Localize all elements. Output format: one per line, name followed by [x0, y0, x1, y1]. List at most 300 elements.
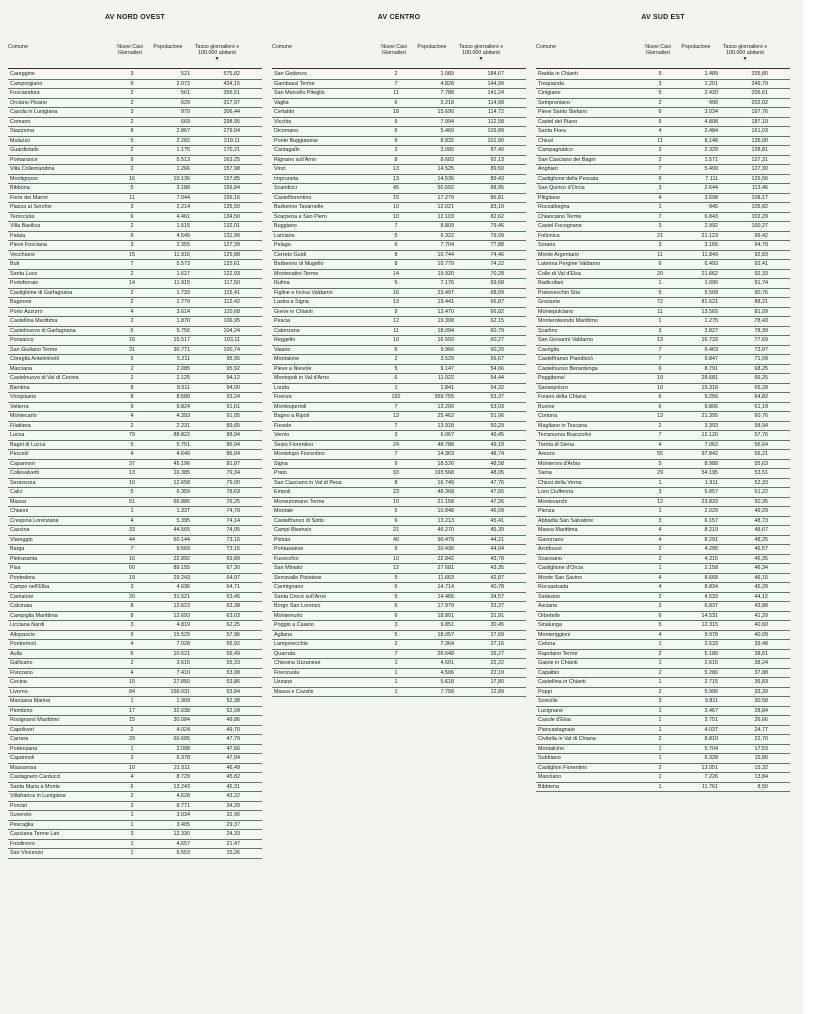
cell-nuovi-casi: 1	[658, 717, 662, 723]
cell-comune: Capannoli	[10, 755, 35, 761]
cell-nuovi-casi: 5	[130, 489, 134, 495]
cell-comune: Montemurlo	[274, 612, 303, 619]
table-row	[8, 602, 262, 612]
header-tasso[interactable]	[720, 44, 770, 68]
cell-popolazione: 11.761	[701, 783, 718, 790]
cell-popolazione: 629	[181, 99, 190, 106]
cell-nuovi-casi: 15	[129, 251, 135, 258]
cell-comune: San Marcello Piteglio	[274, 90, 325, 96]
cell-nuovi-casi: 13	[393, 413, 399, 419]
cell-nuovi-casi: 11	[657, 137, 663, 144]
table-row	[536, 431, 790, 441]
cell-tasso: 47,26	[490, 498, 504, 505]
cell-popolazione: 27.681	[437, 565, 454, 571]
cell-tasso: 157,85	[223, 175, 240, 182]
cell-nuovi-casi: 7	[394, 650, 398, 657]
cell-popolazione: 5.513	[176, 156, 190, 163]
cell-tasso: 79,34	[226, 470, 240, 476]
cell-tasso: 47,04	[226, 755, 240, 761]
cell-nuovi-casi: 3	[658, 517, 662, 524]
cell-comune: Monteroteondo Marittimo	[538, 318, 598, 324]
cell-tasso: 70,28	[490, 270, 504, 277]
cell-tasso: 58,94	[754, 422, 768, 429]
cell-popolazione: 7.044	[176, 194, 190, 201]
cell-comune: Reggello	[274, 337, 296, 343]
cell-nuovi-casi: 14	[129, 280, 135, 286]
cell-comune: Prato	[274, 470, 287, 476]
cell-popolazione: 1.870	[176, 318, 190, 324]
cell-comune: Bagnone	[10, 299, 32, 305]
cell-comune: Calenzano	[274, 327, 300, 334]
cell-nuovi-casi: 1	[658, 726, 662, 733]
cell-tasso: 71,09	[754, 356, 768, 362]
cell-comune: Montaione	[274, 356, 300, 362]
cell-popolazione: 17.279	[437, 194, 454, 201]
table-row	[272, 270, 526, 280]
cell-popolazione: 29.243	[173, 574, 190, 581]
sort-descending-icon[interactable]: ▼	[742, 56, 748, 62]
table-row	[536, 460, 790, 470]
cell-nuovi-casi: 6	[130, 232, 134, 239]
cell-comune: Livorno	[10, 688, 28, 695]
cell-tasso: 64,82	[754, 394, 768, 400]
header-popolazione[interactable]	[408, 44, 456, 68]
cell-comune: Rignano sull'Arno	[274, 156, 317, 163]
table-row	[272, 431, 526, 441]
cell-nuovi-casi: 93	[393, 470, 399, 476]
cell-nuovi-casi: 3	[658, 603, 662, 609]
table-av-sud-est	[536, 12, 790, 1014]
cell-popolazione: 44.565	[173, 527, 190, 533]
cell-comune: Sovicille	[538, 698, 558, 704]
cell-tasso: 74,46	[490, 251, 504, 258]
cell-nuovi-casi: 1	[658, 280, 662, 286]
cell-popolazione: 8.668	[704, 574, 718, 581]
cell-tasso: 47,55	[490, 489, 504, 495]
cell-comune: Castel Focognano	[538, 223, 582, 229]
cell-comune: Gallicano	[10, 660, 33, 666]
table-row	[536, 355, 790, 365]
cell-popolazione: 17.979	[437, 603, 454, 609]
cell-nuovi-casi: 3	[130, 755, 134, 761]
cell-nuovi-casi: 4	[658, 574, 662, 581]
cell-tasso: 60,79	[490, 327, 504, 334]
cell-comune: Gambassi Terme	[274, 80, 315, 87]
cell-popolazione: 1.337	[176, 508, 190, 514]
cell-nuovi-casi: 11	[657, 251, 663, 258]
cell-comune: Pietrasanta	[10, 555, 38, 562]
table-row	[8, 127, 262, 137]
table-row	[272, 612, 526, 622]
cell-tasso: 48,58	[490, 460, 504, 467]
header-divider	[272, 68, 526, 69]
cell-popolazione: 22.842	[437, 555, 454, 562]
cell-comune: Serravalle Pistoiese	[274, 574, 322, 581]
table-row	[536, 441, 790, 451]
cell-popolazione: 8.809	[440, 223, 454, 229]
cell-popolazione: 30.084	[173, 717, 190, 723]
cell-comune: Cerreto Guidi	[274, 251, 307, 258]
cell-popolazione: 7.226	[704, 774, 718, 780]
table-row	[272, 108, 526, 118]
cell-tasso: 27,16	[490, 641, 504, 647]
cell-popolazione: 9.806	[704, 403, 718, 410]
cell-tasso: 49,86	[226, 717, 240, 723]
cell-popolazione: 13.470	[437, 308, 454, 315]
cell-popolazione: 7.364	[440, 641, 454, 647]
cell-popolazione: 31.521	[173, 593, 190, 600]
cell-nuovi-casi: 72	[657, 299, 663, 305]
cell-comune: Casciana Terme Lari	[10, 831, 60, 837]
table-row	[536, 716, 790, 726]
header-popolazione[interactable]	[672, 44, 720, 68]
table-row	[536, 146, 790, 156]
table-row	[536, 374, 790, 384]
cell-comune: Sarteano	[538, 593, 560, 600]
cell-popolazione: 8.810	[704, 736, 718, 742]
cell-popolazione: 2.992	[704, 223, 718, 229]
cell-popolazione: 10.136	[173, 175, 190, 182]
cell-tasso: 74,14	[226, 517, 240, 524]
table-row	[272, 441, 526, 451]
cell-tasso: 197,76	[751, 109, 768, 115]
table-row	[8, 745, 262, 755]
cell-popolazione: 1.275	[704, 318, 718, 324]
cell-tasso: 17,53	[754, 745, 768, 752]
cell-tasso: 89,50	[490, 166, 504, 172]
cell-popolazione: 21.511	[173, 764, 190, 771]
cell-tasso: 13,84	[754, 774, 768, 780]
cell-comune: Chiesina Uzzanese	[274, 660, 321, 666]
cell-tasso: 135,00	[751, 137, 768, 144]
cell-popolazione: 13.051	[701, 764, 718, 771]
cell-nuovi-casi: 7	[130, 546, 134, 552]
cell-tasso: 44,21	[490, 536, 504, 543]
table-row	[272, 517, 526, 527]
cell-nuovi-casi: 3	[130, 109, 134, 115]
cell-popolazione: 3.614	[176, 308, 190, 315]
cell-tasso: 89,43	[490, 175, 504, 182]
cell-nuovi-casi: 6	[130, 783, 134, 790]
table-row	[8, 118, 262, 128]
table-row	[272, 317, 526, 327]
cell-comune: Guardistallo	[10, 147, 39, 153]
cell-comune: San Miniato	[274, 565, 303, 571]
table-row	[8, 735, 262, 745]
cell-tasso: 43,78	[490, 555, 504, 562]
cell-tasso: 104,24	[223, 327, 240, 334]
cell-nuovi-casi: 1	[130, 850, 134, 856]
cell-nuovi-casi: 21	[657, 232, 663, 239]
cell-nuovi-casi: 2	[130, 318, 134, 324]
cell-tasso: 63,38	[226, 603, 240, 609]
cell-tasso: 21,47	[226, 840, 240, 847]
sort-descending-icon[interactable]: ▼	[478, 56, 484, 62]
cell-tasso: 82,62	[490, 213, 504, 220]
cell-comune: Filattiera	[10, 422, 31, 429]
table-row	[272, 232, 526, 242]
cell-comune: Terricciola	[10, 213, 35, 220]
table-row	[8, 707, 262, 717]
table-row	[272, 545, 526, 555]
cell-nuovi-casi: 6	[658, 612, 662, 619]
table-row	[8, 688, 262, 698]
cell-comune: Vicchio	[274, 118, 292, 125]
cell-tasso: 91,05	[226, 413, 240, 419]
cell-comune: Podenzana	[10, 745, 38, 752]
cell-comune: Sansepolcro	[538, 384, 568, 391]
cell-popolazione: 18.057	[437, 631, 454, 638]
cell-nuovi-casi: 4	[130, 641, 134, 647]
cell-popolazione: 19.920	[437, 270, 454, 277]
cell-nuovi-casi: 12	[657, 498, 663, 505]
table-row	[272, 536, 526, 546]
cell-tasso: 88,94	[226, 432, 240, 438]
cell-tasso: 99,42	[754, 232, 768, 239]
cell-nuovi-casi: 8	[130, 612, 134, 619]
cell-tasso: 127,30	[751, 166, 768, 172]
header-tasso[interactable]	[192, 44, 242, 68]
cell-nuovi-casi: 11	[657, 308, 663, 315]
cell-comune: Seravezza	[10, 479, 36, 486]
cell-comune: Carrara	[10, 736, 29, 742]
cell-tasso: 8,50	[757, 783, 768, 790]
header-nuovi-casi[interactable]	[380, 44, 408, 68]
cell-comune: Castellina in Chianti	[538, 679, 586, 685]
cell-nuovi-casi: 8	[130, 128, 134, 134]
cell-nuovi-casi: 3	[658, 223, 662, 229]
cell-tasso: 56,67	[490, 356, 504, 362]
cell-tasso: 74,22	[490, 261, 504, 267]
header-comune[interactable]	[272, 44, 380, 68]
cell-comune: Radicofani	[538, 280, 564, 286]
cell-nuovi-casi: 9	[394, 137, 398, 144]
cell-comune: Lastra a Signa	[274, 299, 309, 305]
cell-comune: Follonica	[538, 232, 560, 239]
table-row	[272, 460, 526, 470]
cell-comune: San Quirico d'Orcia	[538, 185, 585, 191]
cell-comune: Pieve Fosciana	[10, 242, 47, 248]
cell-nuovi-casi: 8	[130, 384, 134, 391]
table-row	[272, 374, 526, 384]
table-row	[8, 279, 262, 289]
cell-nuovi-casi: 2	[658, 669, 662, 676]
cell-popolazione: 12.623	[173, 603, 190, 609]
cell-tasso: 46,09	[490, 508, 504, 514]
cell-popolazione: 16.733	[701, 337, 718, 343]
cell-popolazione: 8.988	[704, 460, 718, 467]
cell-tasso: 53,37	[490, 394, 504, 400]
table-row	[8, 811, 262, 821]
cell-tasso: 95,95	[226, 356, 240, 362]
cell-nuovi-casi: 3	[658, 80, 662, 87]
table-row	[272, 260, 526, 270]
cell-nuovi-casi: 6	[394, 242, 398, 248]
cell-tasso: 37,88	[754, 669, 768, 676]
cell-tasso: 135,50	[223, 204, 240, 210]
cell-comune: Terranuova Bracciolini	[538, 432, 592, 438]
cell-nuovi-casi: 6	[130, 213, 134, 220]
cell-nuovi-casi: 8	[394, 251, 398, 258]
cell-tasso: 92,41	[754, 261, 768, 267]
cell-popolazione: 21.662	[701, 270, 718, 277]
header-comune[interactable]	[536, 44, 644, 68]
cell-nuovi-casi: 2	[658, 156, 662, 163]
cell-popolazione: 48.368	[437, 489, 454, 495]
table-row	[536, 108, 790, 118]
table-row	[536, 631, 790, 641]
cell-tasso: 36,83	[754, 679, 768, 685]
header-nuovi-casi[interactable]	[644, 44, 672, 68]
table-row	[272, 289, 526, 299]
cell-tasso: 39,48	[754, 641, 768, 647]
cell-popolazione: 193.568	[434, 470, 454, 476]
cell-tasso: 38,61	[754, 650, 768, 657]
cell-tasso: 33,39	[754, 688, 768, 695]
cell-tasso: 66,87	[490, 299, 504, 305]
table-row	[272, 498, 526, 508]
header-comune[interactable]	[8, 44, 116, 68]
table-row	[272, 450, 526, 460]
header-tasso-label: Tasso giornaliero x 100.000 abitanti	[458, 44, 504, 56]
cell-tasso: 434,15	[223, 80, 240, 87]
table-row	[8, 450, 262, 460]
cell-comune: Montespertoli	[274, 403, 307, 410]
table-row	[536, 678, 790, 688]
cell-nuovi-casi: 1	[658, 755, 662, 761]
table-row	[272, 165, 526, 175]
cell-comune: Casole d'Elsa	[538, 717, 571, 723]
header-tasso-label: Tasso giornaliero x 100.000 abitanti	[722, 44, 768, 56]
cell-comune: Rufina	[274, 280, 290, 286]
cell-popolazione: 13.243	[173, 783, 190, 790]
table-row	[8, 583, 262, 593]
cell-comune: Vicopisano	[10, 394, 37, 400]
table-row	[536, 365, 790, 375]
sort-descending-icon[interactable]: ▼	[214, 56, 220, 62]
table-row	[8, 460, 262, 470]
table-row	[536, 346, 790, 356]
cell-tasso: 105,82	[751, 204, 768, 210]
header-popolazione[interactable]	[144, 44, 192, 68]
cell-popolazione: 1.627	[176, 270, 190, 277]
cell-comune: Pratovecchio Stia	[538, 289, 580, 296]
header-tasso-label: Tasso giornaliero x 100.000 abitanti	[194, 44, 240, 56]
cell-popolazione: 2.231	[176, 422, 190, 429]
cell-nuovi-casi: 5	[394, 232, 398, 239]
table-row	[8, 184, 262, 194]
cell-nuovi-casi: 15	[393, 194, 399, 201]
table-row	[8, 393, 262, 403]
cell-comune: Pisa	[10, 565, 21, 571]
cell-nuovi-casi: 10	[129, 479, 135, 486]
table-row	[8, 203, 262, 213]
table-row	[272, 346, 526, 356]
cell-tasso: 30,45	[490, 622, 504, 628]
cell-popolazione: 7.028	[176, 641, 190, 647]
cell-tasso: 163,25	[223, 156, 240, 163]
cell-tasso: 32,96	[226, 812, 240, 818]
cell-tasso: 26,27	[490, 650, 504, 657]
cell-popolazione: 97.842	[701, 451, 718, 457]
table-row	[8, 479, 262, 489]
cell-popolazione: 5.990	[704, 688, 718, 695]
header-divider	[536, 68, 790, 69]
cell-comune: Pescaglia	[10, 821, 34, 828]
cell-popolazione: 7.758	[440, 688, 454, 695]
cell-nuovi-casi: 4	[658, 441, 662, 448]
cell-tasso: 55,63	[754, 460, 768, 467]
cell-popolazione: 12.021	[437, 204, 454, 210]
cell-popolazione: 2.533	[704, 641, 718, 647]
cell-tasso: 52,09	[226, 707, 240, 714]
header-nuovi-casi[interactable]	[116, 44, 144, 68]
section-title: AV NORD OVEST	[104, 14, 166, 21]
cell-popolazione: 7.111	[705, 175, 718, 182]
cell-nuovi-casi: 2	[130, 99, 134, 106]
cell-popolazione: 12.120	[701, 432, 718, 438]
cell-popolazione: 669	[181, 118, 190, 125]
cell-tasso: 42,87	[490, 574, 504, 581]
cell-popolazione: 8.729	[176, 774, 190, 780]
cell-comune: Pontremoli	[10, 641, 36, 647]
table-row	[8, 517, 262, 527]
cell-tasso: 73,16	[226, 536, 240, 543]
cell-popolazione: 2.644	[704, 185, 718, 191]
cell-popolazione: 2.484	[704, 128, 718, 134]
cell-nuovi-casi: 1	[130, 698, 134, 704]
header-tasso[interactable]	[456, 44, 506, 68]
cell-tasso: 78,43	[754, 318, 768, 324]
cell-popolazione: 2.867	[176, 128, 190, 134]
cell-tasso: 132,01	[223, 223, 240, 229]
cell-comune: Scarlino	[538, 327, 558, 334]
cell-popolazione: 4.461	[176, 213, 190, 220]
cell-comune: Fosdinovo	[10, 840, 35, 847]
table-row	[272, 488, 526, 498]
cell-nuovi-casi: 3	[658, 242, 662, 248]
cell-tasso: 125,61	[223, 261, 240, 267]
cell-comune: Crespina Lorenzana	[10, 517, 59, 524]
table-row	[8, 355, 262, 365]
table-row	[272, 688, 526, 698]
table-row	[536, 222, 790, 232]
cell-tasso: 53,03	[490, 403, 504, 410]
cell-popolazione: 14.465	[437, 593, 454, 600]
cell-nuovi-casi: 2	[130, 118, 134, 125]
cell-comune: Scansano	[538, 555, 562, 562]
cell-comune: Camporgiano	[10, 80, 43, 87]
cell-comune: Orbetello	[538, 612, 560, 619]
cell-popolazione: 8.580	[176, 394, 190, 400]
table-row	[536, 507, 790, 517]
cell-nuovi-casi: 8	[394, 156, 398, 163]
table-row	[536, 403, 790, 413]
table-row	[272, 251, 526, 261]
cell-tasso: 134,50	[223, 213, 240, 220]
cell-nuovi-casi: 3	[658, 489, 662, 495]
cell-popolazione: 1.841	[440, 384, 454, 391]
cell-tasso: 56,49	[226, 650, 240, 657]
cell-tasso: 22,22	[490, 660, 504, 666]
cell-popolazione: 9.463	[704, 346, 718, 353]
cell-tasso: 43,88	[754, 603, 768, 609]
cell-comune: Montecarlo	[10, 413, 37, 419]
cell-comune: Sesto Fiorentino	[274, 441, 314, 448]
cell-tasso: 74,05	[226, 527, 240, 533]
cell-popolazione: 4.533	[704, 593, 718, 600]
header-nuovi-casi-label: Nuovi Casi Giornalieri	[645, 44, 671, 56]
